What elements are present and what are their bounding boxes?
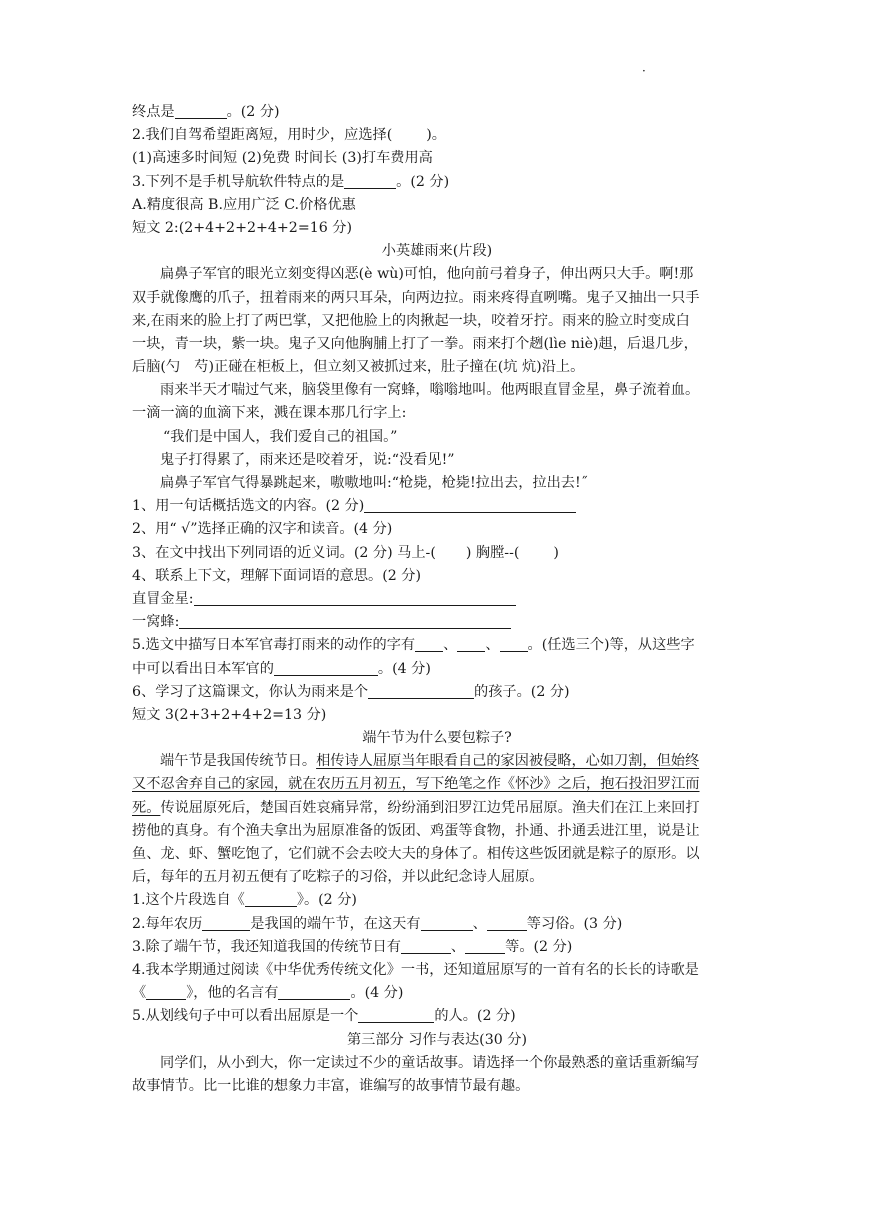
passage-title: 小英雄雨来(片段): [381, 243, 493, 260]
question-text: 1.这个片段选自《: [132, 892, 245, 909]
question-text: 5.选文中描写日本军官毒打雨来的动作的字有: [132, 637, 416, 654]
corner-mark: ·: [642, 64, 646, 78]
question-text: ) 胸膛--(: [465, 544, 520, 561]
question-text: 》。(2 分): [296, 892, 357, 909]
question-line: [132, 658, 742, 681]
question-text: 直冒金星:: [132, 590, 194, 607]
question-text: 2.每年农历: [132, 915, 203, 932]
answer-blank[interactable]: [368, 682, 474, 699]
section-title: 第三部分 习作与表达(30 分): [346, 1031, 528, 1048]
passage-line: 双手就像鹰的爪子，扭着雨来的两只耳朵，向两边拉。雨来疼得直咧嘴。鬼子又抽出一只手: [132, 289, 700, 306]
passage-text: 传说屈原死后，楚国百姓哀痛异常，纷纷涌到汨罗江边凭吊屈原。渔夫们在江上来回打: [160, 799, 700, 816]
underlined-sentence: 又不忍舍弃自己的家园，就在农历五月初五，写下绝笔之作《怀沙》之后，抱石投汨罗江而: [132, 776, 700, 793]
answer-blank[interactable]: [364, 496, 576, 513]
question-text: 。(4 分): [377, 660, 431, 677]
passage-line: 扁鼻子军官的眼光立刻变得凶恶(è wù)可怕，他向前弓着身子，伸出两只大手。啊!那: [160, 266, 694, 283]
question-line: [132, 611, 742, 634]
passage-line: 鬼子打得累了，雨来还是咬着牙，说:“没看见!”: [160, 451, 455, 468]
question-text: 。(2 分): [396, 173, 450, 190]
question-text: 一窝蜂:: [132, 614, 180, 631]
answer-blank[interactable]: [465, 937, 505, 954]
question-line: [132, 982, 742, 1005]
answer-blank[interactable]: [421, 914, 473, 931]
passage-line: [132, 773, 742, 796]
question-line: [132, 495, 742, 518]
question-text: 的孩子。(2 分): [474, 683, 570, 700]
passage-text: 端午节是我国传统节日。: [160, 753, 317, 770]
passage-line: 后，每年的五月初五便有了吃粽子的习俗，并以此纪念诗人屈原。: [132, 869, 544, 886]
question-text: 。(4 分): [350, 985, 404, 1002]
question-text: 等习俗。(3 分): [526, 915, 623, 932]
section-header: 短文 3(2+3+2+4+2=13 分): [132, 706, 327, 723]
question-text: )。: [426, 127, 446, 144]
section-header: 短文 2:(2+4+2+2+4+2=16 分): [132, 219, 352, 236]
question-line: 2、用“ √”选择正确的汉字和读音。(4 分): [132, 521, 393, 538]
answer-blank[interactable]: [344, 172, 396, 189]
underlined-sentence: 相传诗人屈原当年眼看自己的家因被侵略，心如刀割，但始终: [316, 753, 700, 770]
question-text: 中可以看出日本军官的: [132, 660, 274, 677]
options-line: (1)高速多时间短 (2)免费 时间长 (3)打车费用高: [132, 150, 433, 167]
question-text: 、: [443, 637, 458, 654]
question-text: 3、在文中找出下列同语的近义词。(2 分) 马上-(: [132, 544, 436, 561]
answer-blank[interactable]: [274, 659, 378, 676]
question-line: [132, 588, 742, 611]
question-text: 》，他的名言有: [186, 985, 279, 1002]
answer-blank[interactable]: [401, 937, 451, 954]
prompt-line: 同学们，从小到大，你一定读过不少的童话故事。请选择一个你最熟悉的童话重新编写: [160, 1054, 700, 1071]
passage-quote: “我们是中国人，我们爱自己的祖国。”: [163, 428, 398, 445]
question-text: 1、用一句话概括选文的内容。(2 分): [132, 498, 365, 515]
passage-line: 一块，青一块，紫一块。鬼子又向他胸脯上打了一拳。雨来打个趔(lìe niè)趄，后退几步，: [132, 335, 698, 352]
answer-blank[interactable]: [500, 635, 528, 652]
question-text: 、: [450, 938, 466, 955]
answer-blank[interactable]: [415, 635, 443, 652]
question-text: 、: [472, 915, 487, 932]
passage-line: [132, 750, 742, 773]
passage-line: 鱼、龙、虾、蟹吃饱了，它们就不会去咬大夫的身体了。相传这些饭团就是粽子的原形。以: [132, 846, 700, 862]
question-line: 4.我本学期通过阅读《中华优秀传统文化》一书，还知道屈原写的一首有名的长长的诗歌是: [132, 961, 699, 978]
question-text: 的人。(2 分): [434, 1008, 516, 1025]
question-text: 、: [485, 637, 500, 654]
answer-blank[interactable]: [146, 983, 186, 1000]
answer-blank[interactable]: [245, 890, 297, 907]
passage-title: 端午节为什么要包粽子?: [362, 730, 512, 747]
question-line: [132, 634, 742, 657]
passage-line: [132, 797, 742, 820]
question-text: 等。(2 分): [505, 938, 573, 955]
passage-line: 扁鼻子军官气得暴跳起来，嗷嗷地叫:“枪毙，枪毙!拉出去，拉出去!˝: [160, 475, 588, 491]
question-text: ): [553, 544, 559, 561]
question-line: [132, 1005, 742, 1028]
question-text: 终点是: [132, 104, 175, 120]
passage-line: 来,在雨来的脸上打了两巴掌，又把他脸上的肉揪起一块，咬着牙拧。雨来的脸立时变成白: [132, 312, 690, 329]
answer-blank[interactable]: [278, 983, 350, 1000]
question-text: 3.除了端午节，我还知道我国的传统节日有: [132, 938, 401, 955]
question-text: 《: [132, 985, 147, 1002]
answer-blank[interactable]: [202, 914, 250, 931]
prompt-line: 故事情节。比一比谁的想象力丰富，谁编写的故事情节最有趣。: [132, 1077, 530, 1094]
answer-blank[interactable]: [194, 589, 516, 606]
question-line: [132, 542, 742, 565]
answer-blank[interactable]: [457, 635, 485, 652]
underlined-sentence: 死。: [132, 799, 161, 816]
question-text: 。(2 分): [226, 104, 280, 120]
question-text: 5.从划线句子中可以看出屈原是一个: [132, 1008, 359, 1025]
question-line: [132, 889, 742, 912]
question-text: 2.我们自驾希望距离短，用时少，应选择(: [132, 127, 393, 144]
exam-page: [132, 101, 742, 1098]
passage-line: 捞他的真身。有个渔夫拿出为屈原准备的饭团、鸡蛋等食物，扑通、扑通丢进江里，说是让: [132, 822, 700, 839]
question-line: [132, 681, 742, 704]
question-line: [132, 936, 742, 959]
passage-line: 一滴一滴的血滴下来，溅在课本那几行字上:: [132, 405, 407, 422]
answer-blank[interactable]: [179, 612, 511, 629]
answer-blank[interactable]: [175, 102, 227, 119]
question-line: [132, 124, 742, 147]
passage-line: 雨来半天才喘过气来，脑袋里像有一窝蜂，嗡嗡地叫。他两眼直冒金星，鼻子流着血。: [160, 382, 700, 399]
question-text: 。(任选三个)等，从这些字: [527, 637, 695, 654]
question-line: [132, 171, 742, 194]
question-text: 3.下列不是手机导航软件特点的是: [132, 173, 345, 190]
question-text: 6、学习了这篇课文，你认为雨来是个: [132, 683, 369, 700]
question-text: 是我国的端午节，在这天有: [250, 915, 421, 932]
question-line: [132, 101, 742, 124]
question-line: 4、联系上下文，理解下面词语的意思。(2 分): [132, 567, 422, 584]
question-line: [132, 913, 742, 936]
answer-blank[interactable]: [487, 914, 527, 931]
options-line: A.精度很高 B.应用广泛 C.价格优惠: [132, 196, 356, 213]
passage-line: 后脑(勺 芍)正碰在柜板上，但立刻又被抓过来，肚子撞在(坑 炕)沿上。: [132, 359, 585, 376]
answer-blank[interactable]: [358, 1006, 434, 1023]
